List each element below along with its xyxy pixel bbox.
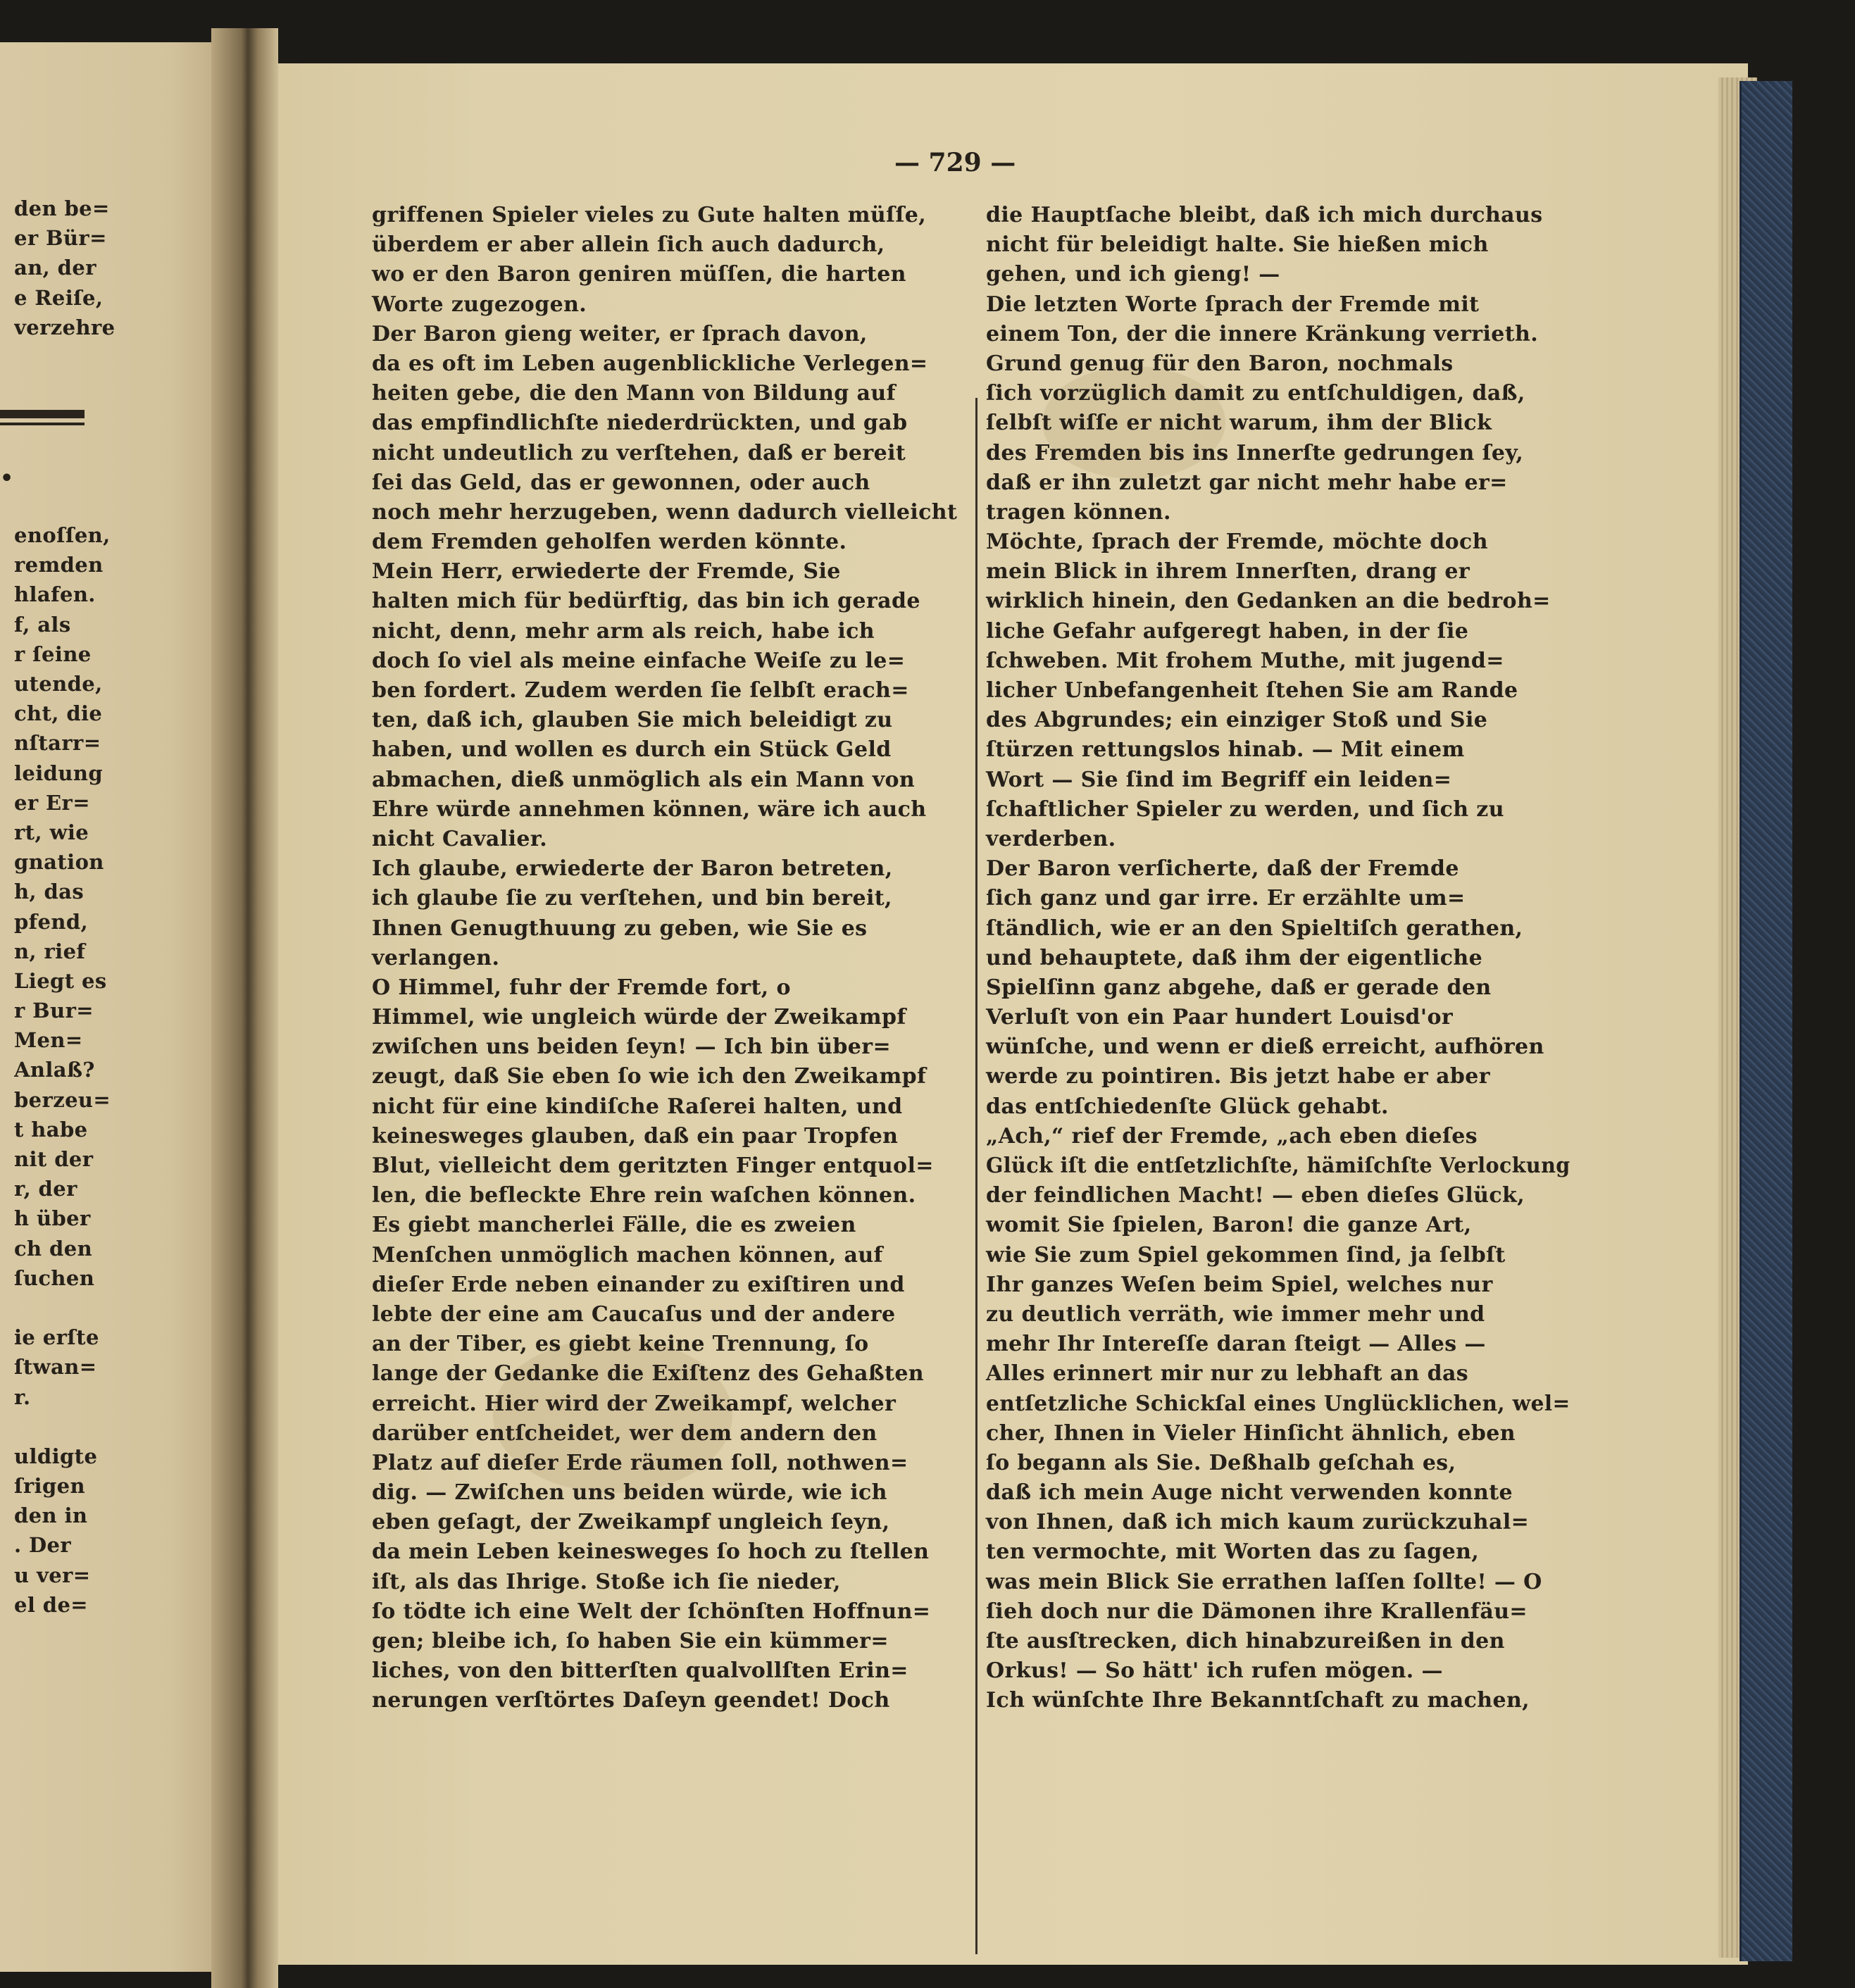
text-line: was mein Blick Sie errathen laſſen ſollte! — O	[986, 1569, 1542, 1594]
text-line: t habe	[14, 1117, 88, 1142]
text-line: Ihr ganzes Weſen beim Spiel, welches nur	[986, 1272, 1493, 1297]
text-line	[14, 342, 232, 372]
text-line: lebte der eine am Caucaſus und der andere	[372, 1301, 896, 1327]
text-line	[14, 401, 232, 431]
text-line: der feindlichen Macht! — eben dieſes Glück,	[986, 1183, 1525, 1208]
text-line: werde zu pointiren. Bis jetzt habe er aber	[986, 1064, 1490, 1089]
text-line: nicht undeutlich zu verſtehen, daß er bereit	[372, 440, 906, 465]
text-line: haben, und wollen es durch ein Stück Geld	[372, 737, 892, 763]
text-line: ſich ganz und gar irre. Er erzählte um=	[986, 886, 1466, 911]
text-line: cht, die	[14, 701, 103, 726]
text-line: lange der Gedanke die Exiſtenz des Gehaßten	[372, 1361, 925, 1387]
text-line: h, das	[14, 880, 85, 904]
text-line: mein Blick in ihrem Innerſten, drang er	[986, 559, 1470, 584]
text-line: womit Sie ſpielen, Baron! die ganze Art,	[986, 1213, 1472, 1238]
text-line: doch ſo viel als meine einfache Weiſe zu le=	[372, 648, 906, 673]
text-line: ten, daß ich, glauben Sie mich beleidigt zu	[372, 708, 893, 733]
text-line: zeugt, daß Sie eben ſo wie ich den Zweikampf	[372, 1064, 927, 1089]
text-line: Mein Herr, erwiederte der Fremde, Sie	[372, 559, 841, 584]
text-line: Anlaß?	[14, 1058, 95, 1082]
text-line: den be=	[14, 196, 110, 220]
text-line: er Er=	[14, 790, 90, 815]
text-line: Wort — Sie ſind im Begriff ein leiden=	[986, 767, 1452, 792]
text-line: ſelbſt wiſſe er nicht warum, ihm der Blick	[986, 411, 1492, 436]
text-line: r ſeine	[14, 642, 92, 666]
text-column-left	[372, 201, 963, 1716]
text-line: dem Fremden geholfen werden könnte.	[372, 530, 847, 555]
text-line: verderben.	[986, 826, 1116, 851]
text-line: utende,	[14, 672, 103, 696]
text-line: ſte ausſtrecken, dich hinabzureißen in den	[986, 1629, 1505, 1653]
text-line: uldigte	[14, 1444, 98, 1468]
text-line: nit der	[14, 1147, 94, 1171]
text-line: enoſſen,	[14, 523, 111, 548]
text-line: Glück iſt die entſetzlichſte, hämiſchſte Verlockung	[986, 1154, 1570, 1178]
text-line: da mein Leben keinesweges ſo hoch zu ſtellen	[372, 1539, 930, 1565]
text-line: überdem er aber allein ſich auch dadurch,	[372, 232, 885, 258]
text-line: Verluſt von ein Paar hundert Louisd'or	[986, 1005, 1454, 1030]
text-line: Worte zugezogen.	[372, 292, 587, 317]
text-line: rt, wie	[14, 820, 89, 844]
text-line: erreicht. Hier wird der Zweikampf, welcher	[372, 1391, 897, 1416]
text-line: len, die befleckte Ehre rein waſchen können.	[372, 1183, 916, 1208]
text-line: ſtwan=	[14, 1355, 97, 1380]
text-line: zu deutlich verräth, wie immer mehr und	[986, 1301, 1485, 1327]
text-line: u ver=	[14, 1563, 91, 1587]
text-line: O Himmel, fuhr der Fremde fort, o	[372, 975, 791, 1000]
text-line: Alles erinnert mir nur zu lebhaft an das	[986, 1361, 1469, 1387]
text-line: el de=	[14, 1592, 88, 1617]
text-line	[14, 372, 232, 401]
text-line: Blut, vielleicht dem geritzten Finger entquol=	[372, 1154, 934, 1178]
text-line: Ihnen Genugthuung zu geben, wie Sie es	[372, 915, 868, 941]
left-page-text-fragment	[14, 194, 232, 1620]
ornament-dot: •	[0, 466, 14, 491]
text-line: Spielſinn ganz abgehe, daß er gerade den	[986, 975, 1492, 1000]
text-line: daß er ihn zuletzt gar nicht mehr habe er=	[986, 470, 1508, 495]
text-line: mehr Ihr Intereſſe daran ſteigt — Alles —	[986, 1332, 1486, 1357]
text-line: Liegt es	[14, 968, 107, 993]
text-line: ten vermochte, mit Worten das zu ſagen,	[986, 1539, 1480, 1565]
text-line: ſrigen	[14, 1474, 85, 1499]
text-line: . Der	[14, 1533, 72, 1558]
text-line: des Fremden bis ins Innerſte gedrungen ſey,	[986, 440, 1524, 465]
text-line: Orkus! — So hätt' ich rufen mögen. —	[986, 1658, 1443, 1684]
text-line: wünſche, und wenn er dieß erreicht, aufhören	[986, 1034, 1544, 1060]
text-line: abmachen, dieß unmöglich als ein Mann von	[372, 767, 916, 792]
text-line: n, rief	[14, 939, 86, 963]
text-line: noch mehr herzugeben, wenn dadurch vielleicht	[372, 499, 958, 525]
text-line: griffenen Spieler vieles zu Gute halten müſſe,	[372, 203, 927, 227]
text-line: iſt, als das Ihrige. Stoße ich ſie nieder,	[372, 1569, 841, 1594]
text-line: cher, Ihnen in Vieler Hinſicht ähnlich, eben	[986, 1420, 1516, 1446]
text-line: Ich wünſchte Ihre Bekanntſchaft zu machen,	[986, 1688, 1530, 1713]
book-cover	[1740, 81, 1792, 1961]
text-line: ſuchen	[14, 1265, 95, 1290]
text-line: ſchweben. Mit frohem Muthe, mit jugend=	[986, 648, 1504, 673]
text-line: ſo tödte ich eine Welt der ſchönſten Hoffnun=	[372, 1599, 931, 1624]
text-line: Himmel, wie ungleich würde der Zweikampf	[372, 1005, 906, 1030]
text-line: nicht, denn, mehr arm als reich, habe ich	[372, 618, 875, 644]
text-line: ſieh doch nur die Dämonen ihre Krallenfäu=	[986, 1599, 1528, 1624]
text-line: den in	[14, 1503, 88, 1528]
text-line: die Hauptſache bleibt, daß ich mich durchaus	[986, 203, 1543, 227]
text-line: ſich vorzüglich damit zu entſchuldigen, daß,	[986, 381, 1525, 406]
text-line	[14, 461, 232, 491]
text-line: berzeu=	[14, 1087, 111, 1112]
text-line: das entſchiedenſte Glück gehabt.	[986, 1094, 1389, 1119]
text-line: ſei das Geld, das er gewonnen, oder auch	[372, 470, 870, 495]
text-line: ich glaube ſie zu verſtehen, und bin bereit,	[372, 886, 892, 911]
text-line: „Ach,“ rief der Fremde, „ach eben dieſes	[986, 1123, 1478, 1149]
text-line: tragen können.	[986, 499, 1171, 525]
text-line: Ich glaube, erwiederte der Baron betreten,	[372, 856, 893, 882]
text-line: ch den	[14, 1236, 93, 1261]
text-line: ſtändlich, wie er an den Spieltiſch gerathen,	[986, 915, 1523, 941]
text-line: dig. — Zwiſchen uns beiden würde, wie ich	[372, 1480, 887, 1506]
text-line: und behauptete, daß ihm der eigentliche	[986, 945, 1483, 970]
text-line: r.	[14, 1384, 31, 1409]
text-line: nicht für eine kindiſche Raſerei halten, und	[372, 1094, 903, 1119]
text-line: entſetzliche Schickſal eines Unglücklichen, wel=	[986, 1391, 1570, 1416]
text-line: f, als	[14, 612, 71, 637]
text-line: e Reiſe,	[14, 285, 104, 310]
text-line: gnation	[14, 850, 104, 875]
text-line: Der Baron gieng weiter, er ſprach davon,	[372, 321, 868, 346]
text-line: keinesweges glauben, daß ein paar Tropfen	[372, 1123, 899, 1149]
column-divider	[975, 398, 978, 1954]
text-line: daß ich mein Auge nicht verwenden konnte	[986, 1480, 1513, 1506]
text-line: des Abgrundes; ein einziger Stoß und Sie	[986, 708, 1488, 733]
text-line: zwiſchen uns beiden ſeyn! — Ich bin über=	[372, 1034, 892, 1060]
text-line: pfend,	[14, 909, 89, 934]
text-line: nicht Cavalier.	[372, 826, 548, 851]
text-line: Der Baron verſicherte, daß der Fremde	[986, 856, 1459, 882]
text-line: hlafen.	[14, 582, 96, 607]
text-line: ſo begann als Sie. Deßhalb geſchah es,	[986, 1450, 1456, 1475]
text-line: Es giebt mancherlei Fälle, die es zweien	[372, 1213, 856, 1238]
text-line: Ehre würde annehmen können, wäre ich auch	[372, 796, 927, 822]
text-line: remden	[14, 553, 104, 577]
text-line: an, der	[14, 256, 96, 280]
text-line: eben geſagt, der Zweikampf ungleich ſeyn,	[372, 1510, 890, 1535]
text-line: nerungen verſtörtes Daſeyn geendet! Doch	[372, 1688, 890, 1713]
text-line: da es oft im Leben augenblickliche Verlegen=	[372, 351, 928, 376]
text-line: ie erſte	[14, 1325, 99, 1350]
text-line: halten mich für bedürftig, das bin ich gerade	[372, 589, 920, 614]
text-line	[14, 491, 232, 520]
text-line: verlangen.	[372, 945, 500, 970]
text-line: r, der	[14, 1177, 77, 1201]
text-line: Möchte, ſprach der Fremde, möchte doch	[986, 530, 1488, 555]
page-number: — 729 —	[894, 148, 1016, 177]
text-line	[14, 1293, 232, 1323]
text-line: liche Gefahr aufgeregt haben, in der ſie	[986, 618, 1469, 644]
text-line: ben fordert. Zudem werden ſie ſelbſt erach=	[372, 678, 909, 703]
text-line: wo er den Baron geniren müſſen, die harten	[372, 262, 906, 287]
text-line: verzehre	[14, 315, 115, 339]
text-line: licher Unbefangenheit ſtehen Sie am Rande	[986, 678, 1518, 703]
text-line: dieſer Erde neben einander zu exiſtiren und	[372, 1272, 905, 1297]
text-line: liches, von den bitterſten qualvollſten Erin=	[372, 1658, 908, 1684]
text-line: darüber entſcheidet, wer dem andern den	[372, 1420, 877, 1446]
text-line: ſchaftlicher Spieler zu werden, und ſich zu	[986, 796, 1504, 822]
text-line: Men=	[14, 1028, 83, 1053]
text-line: wie Sie zum Spiel gekommen ſind, ja ſelbſt	[986, 1242, 1506, 1268]
text-line: einem Ton, der die innere Kränkung verrieth.	[986, 321, 1539, 346]
text-line: h über	[14, 1206, 91, 1231]
text-line: heiten gebe, die den Mann von Bildung auf	[372, 381, 896, 406]
text-line: gehen, und ich gieng! —	[986, 262, 1280, 287]
text-column-right	[986, 201, 1570, 1716]
text-line: wirklich hinein, den Gedanken an die bedroh=	[986, 589, 1551, 614]
text-line: r Bur=	[14, 999, 94, 1023]
text-line: Die letzten Worte ſprach der Fremde mit	[986, 292, 1480, 317]
text-line: von Ihnen, daß ich mich kaum zurückzuhal=	[986, 1510, 1530, 1535]
text-line: gen; bleibe ich, ſo haben Sie ein kümmer=	[372, 1629, 889, 1653]
text-line: Menſchen unmöglich machen können, auf	[372, 1242, 883, 1268]
text-line	[14, 1412, 232, 1442]
text-line: er Bür=	[14, 226, 107, 251]
text-line: das empfindlichſte niederdrückten, und gab	[372, 411, 908, 436]
text-line: nicht für beleidigt halte. Sie hießen mich	[986, 232, 1489, 258]
text-line: Platz auf dieſer Erde räumen ſoll, nothwen=	[372, 1450, 908, 1475]
text-line: Grund genug für den Baron, nochmals	[986, 351, 1454, 376]
text-line: ſtürzen rettungslos hinab. — Mit einem	[986, 737, 1465, 763]
text-line: an der Tiber, es giebt keine Trennung, ſo	[372, 1332, 869, 1357]
text-line: nſtarr=	[14, 731, 101, 756]
text-line	[14, 432, 232, 461]
text-line: leidung	[14, 761, 104, 785]
